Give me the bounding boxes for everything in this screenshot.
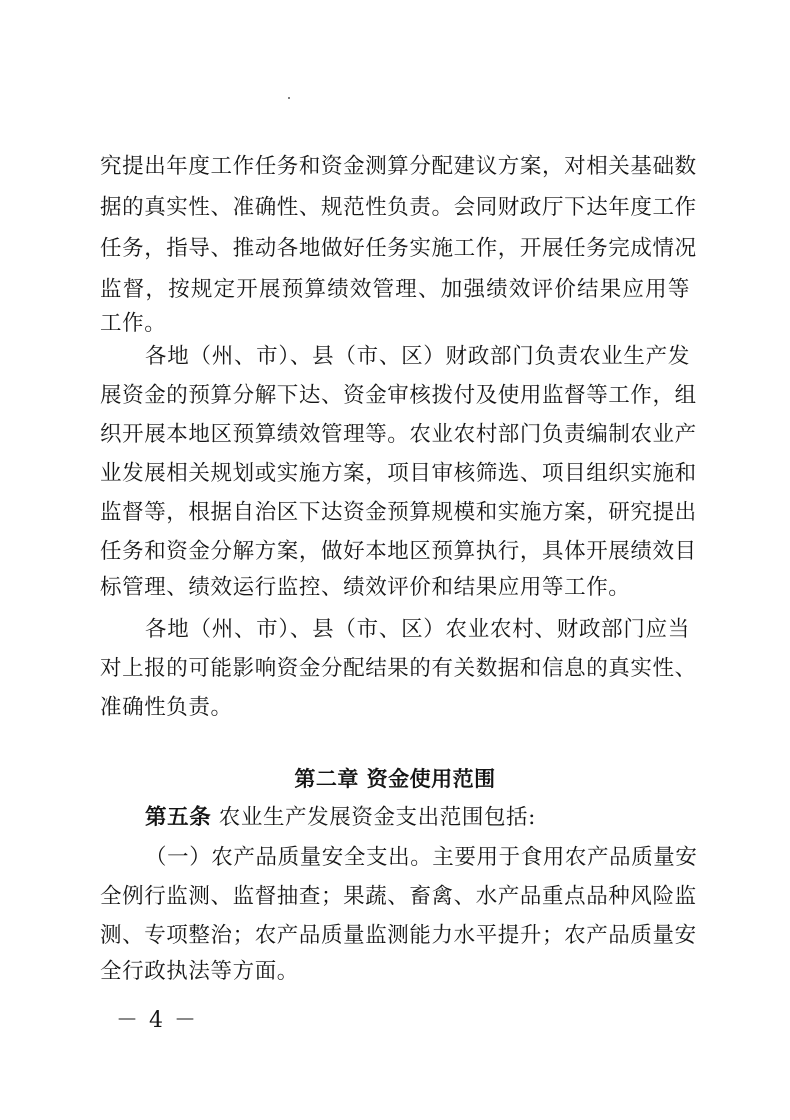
body-text-line: 各地（州、市）、县（市、区）农业农村、财政部门应当 [145,617,690,642]
body-text-line: 监督等，根据自治区下达资金预算规模和实施方案，研究提出 [100,500,697,525]
body-text-line: 对上报的可能影响资金分配结果的有关数据和信息的真实性、 [100,656,697,681]
body-text-line: 工作。 [100,311,167,336]
body-text-line: 测、专项整治；农产品质量监测能力水平提升；农产品质量安 [100,923,697,948]
page-number: － 4 － [116,1008,198,1033]
body-text-line: 监督，按规定开展预算绩效管理、加强绩效评价结果应用等 [100,277,690,302]
body-text-line: 标管理、绩效运行监控、绩效评价和结果应用等工作。 [100,575,631,600]
body-text-line: 任务和资金分解方案，做好本地区预算执行，具体开展绩效目 [100,539,697,564]
article-label: 第五条 [145,805,212,830]
chapter-heading: 第二章 资金使用范围 [294,767,496,791]
body-text-line: 任务，指导、推动各地做好任务实施工作，开展任务完成情况 [100,236,697,261]
body-text-line: 据的真实性、准确性、规范性负责。会同财政厅下达年度工作 [100,195,697,220]
body-text-line: 全行政执法等方面。 [100,959,299,984]
body-text-line: （一）农产品质量安全支出。主要用于食用农产品质量安 [145,845,698,870]
body-text-line: 织开展本地区预算绩效管理等。农业农村部门负责编制农业产 [100,422,697,447]
body-text-line: 全例行监测、监督抽查；果蔬、畜禽、水产品重点品种风险监 [100,884,697,909]
body-text-line: 展资金的预算分解下达、资金审核拨付及使用监督等工作，组 [100,383,697,408]
body-text-line: 究提出年度工作任务和资金测算分配建议方案，对相关基础数 [100,154,697,179]
article-text: 农业生产发展资金支出范围包括: [218,805,536,830]
article-line [145,803,536,833]
body-text-line: 业发展相关规划或实施方案，项目审核筛选、项目组织实施和 [100,461,697,486]
body-text-line: 各地（州、市）、县（市、区）财政部门负责农业生产发 [145,344,690,369]
body-text-line: 准确性负责。 [100,695,233,720]
scan-speck [288,97,290,99]
